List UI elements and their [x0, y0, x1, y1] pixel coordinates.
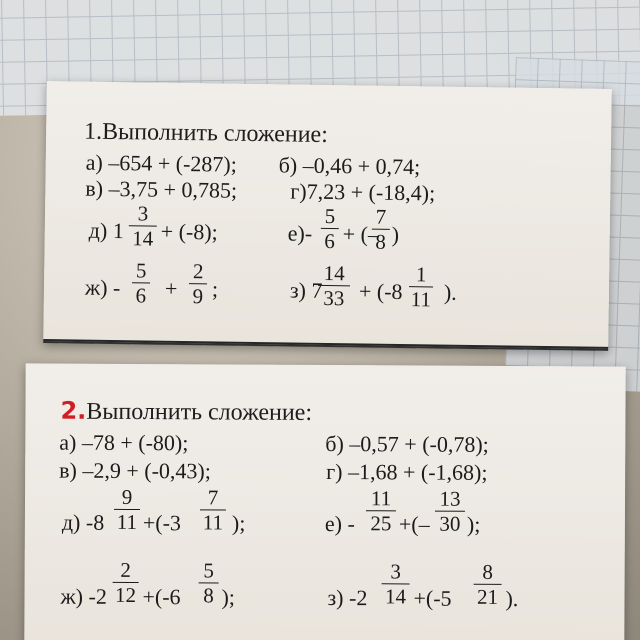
top-fraction-d-numerator: 3	[137, 201, 149, 226]
top-fraction-z1-denominator: 33	[323, 285, 345, 311]
bottom-fraction-zh2-denominator: 8	[203, 583, 214, 608]
bottom-problem-e-middle: +(–	[398, 511, 430, 537]
top-fraction-z2-numerator: 1	[415, 262, 427, 287]
bottom-fraction-e2	[435, 488, 465, 535]
top-fraction-e1-numerator: 5	[324, 203, 336, 229]
bottom-problem-a: а) –78 + (-80);	[59, 429, 189, 456]
worksheet-card-top	[43, 81, 612, 351]
top-problem-d-prefix: д) 1	[88, 217, 124, 244]
top-problem-a: а) –654 + (-287);	[85, 149, 237, 177]
bottom-title: Выполнить сложение:	[86, 398, 313, 426]
bottom-problem-e-suffix: );	[466, 511, 481, 537]
top-problem-e-suffix: )	[391, 221, 400, 247]
bottom-problem-b: б) –0,57 + (-0,78);	[325, 431, 489, 457]
bottom-fraction-e2-numerator: 13	[439, 486, 461, 511]
bottom-fraction-zh1-numerator: 2	[120, 557, 131, 582]
bottom-fraction-z2-denominator: 21	[476, 584, 499, 609]
bottom-fraction-d2-denominator: 11	[202, 510, 224, 535]
top-title: 1.Выполнить сложение:	[83, 118, 329, 148]
top-fraction-d	[129, 202, 158, 249]
bottom-problem-zh-suffix: );	[221, 584, 236, 610]
bottom-problem-zh-prefix: ж) -2	[60, 583, 107, 609]
top-problem-z-suffix: ).	[443, 279, 457, 305]
top-problem-b: б) –0,46 + 0,74;	[278, 152, 421, 180]
worksheet-card-bottom	[24, 363, 625, 640]
bottom-problem-g: г) –1,68 + (-1,68);	[326, 459, 488, 485]
bottom-fraction-z2-numerator: 8	[482, 559, 493, 584]
top-fraction-zh1	[132, 259, 151, 306]
bottom-task-number: 2.	[60, 396, 87, 425]
bottom-fraction-e2-denominator: 30	[439, 511, 461, 536]
top-problem-z-middle: + (-8	[358, 278, 403, 305]
bottom-problem-v: в) –2,9 + (-0,43);	[59, 457, 211, 484]
bottom-problem-zh-middle: +(-6	[142, 584, 181, 610]
top-sheet-bottom-rule	[43, 339, 608, 349]
top-fraction-e2-denominator: 8	[375, 229, 387, 254]
top-fraction-zh2	[189, 260, 208, 307]
top-fraction-z1-numerator: 14	[323, 260, 345, 286]
bottom-problem-d-prefix: д) -8	[61, 509, 105, 535]
bottom-title-row	[60, 397, 312, 427]
bottom-problem-d-suffix: );	[231, 510, 246, 536]
bottom-fraction-zh2	[198, 559, 218, 606]
top-problem-d-suffix: + (-8);	[160, 218, 218, 245]
top-fraction-e1	[320, 205, 339, 252]
bottom-fraction-d2	[200, 486, 226, 533]
bottom-fraction-e1-numerator: 11	[370, 486, 392, 511]
top-fraction-zh1-numerator: 5	[135, 258, 147, 283]
bottom-problem-z-suffix: ).	[505, 585, 519, 612]
top-problem-zh-prefix: ж) -	[84, 274, 121, 301]
top-problem-v: в) –3,75 + 0,785;	[85, 175, 238, 203]
top-problem-g: г)7,23 + (-18,4);	[290, 178, 436, 206]
top-problem-e-prefix: е)-	[287, 220, 313, 246]
bottom-problem-e-prefix: е) -	[324, 510, 355, 537]
bottom-fraction-e1	[366, 487, 396, 534]
bottom-problem-d-middle: +(-3	[142, 510, 182, 536]
bottom-fraction-zh1	[112, 559, 138, 606]
top-fraction-z2-denominator: 11	[410, 287, 432, 312]
top-fraction-z1	[318, 262, 351, 310]
top-fraction-e1-denominator: 6	[324, 229, 336, 254]
bottom-problem-z-prefix: з) -2	[327, 585, 368, 611]
top-fraction-e2-numerator: 7	[375, 204, 387, 229]
top-fraction-e2	[371, 206, 390, 253]
bottom-fraction-d1-denominator: 11	[116, 509, 138, 535]
bottom-fraction-d1-numerator: 9	[121, 484, 133, 509]
bottom-fraction-d2-numerator: 7	[207, 485, 219, 510]
bottom-fraction-z1-denominator: 14	[384, 584, 407, 609]
top-fraction-zh1-denominator: 6	[135, 283, 147, 308]
top-problem-zh-suffix: ;	[211, 276, 219, 302]
bottom-problem-z-middle: +(-5	[413, 585, 452, 611]
top-problem-z-prefix: з) 7	[289, 277, 323, 303]
top-fraction-z2	[409, 263, 434, 310]
top-problem-zh-middle: +	[164, 275, 178, 301]
bottom-fraction-e1-denominator: 25	[370, 511, 392, 536]
top-fraction-zh2-denominator: 9	[192, 284, 204, 309]
bottom-fraction-z1-numerator: 3	[390, 559, 401, 584]
bottom-fraction-zh2-numerator: 5	[203, 558, 214, 583]
top-fraction-d-denominator: 14	[132, 226, 154, 251]
bottom-fraction-d1	[114, 486, 140, 533]
bottom-fraction-z1	[381, 560, 409, 607]
bottom-fraction-zh1-denominator: 12	[114, 582, 137, 608]
top-problem-e-middle: + (–	[342, 221, 380, 247]
top-fraction-zh2-numerator: 2	[192, 259, 204, 284]
bottom-fraction-z2	[473, 561, 501, 608]
